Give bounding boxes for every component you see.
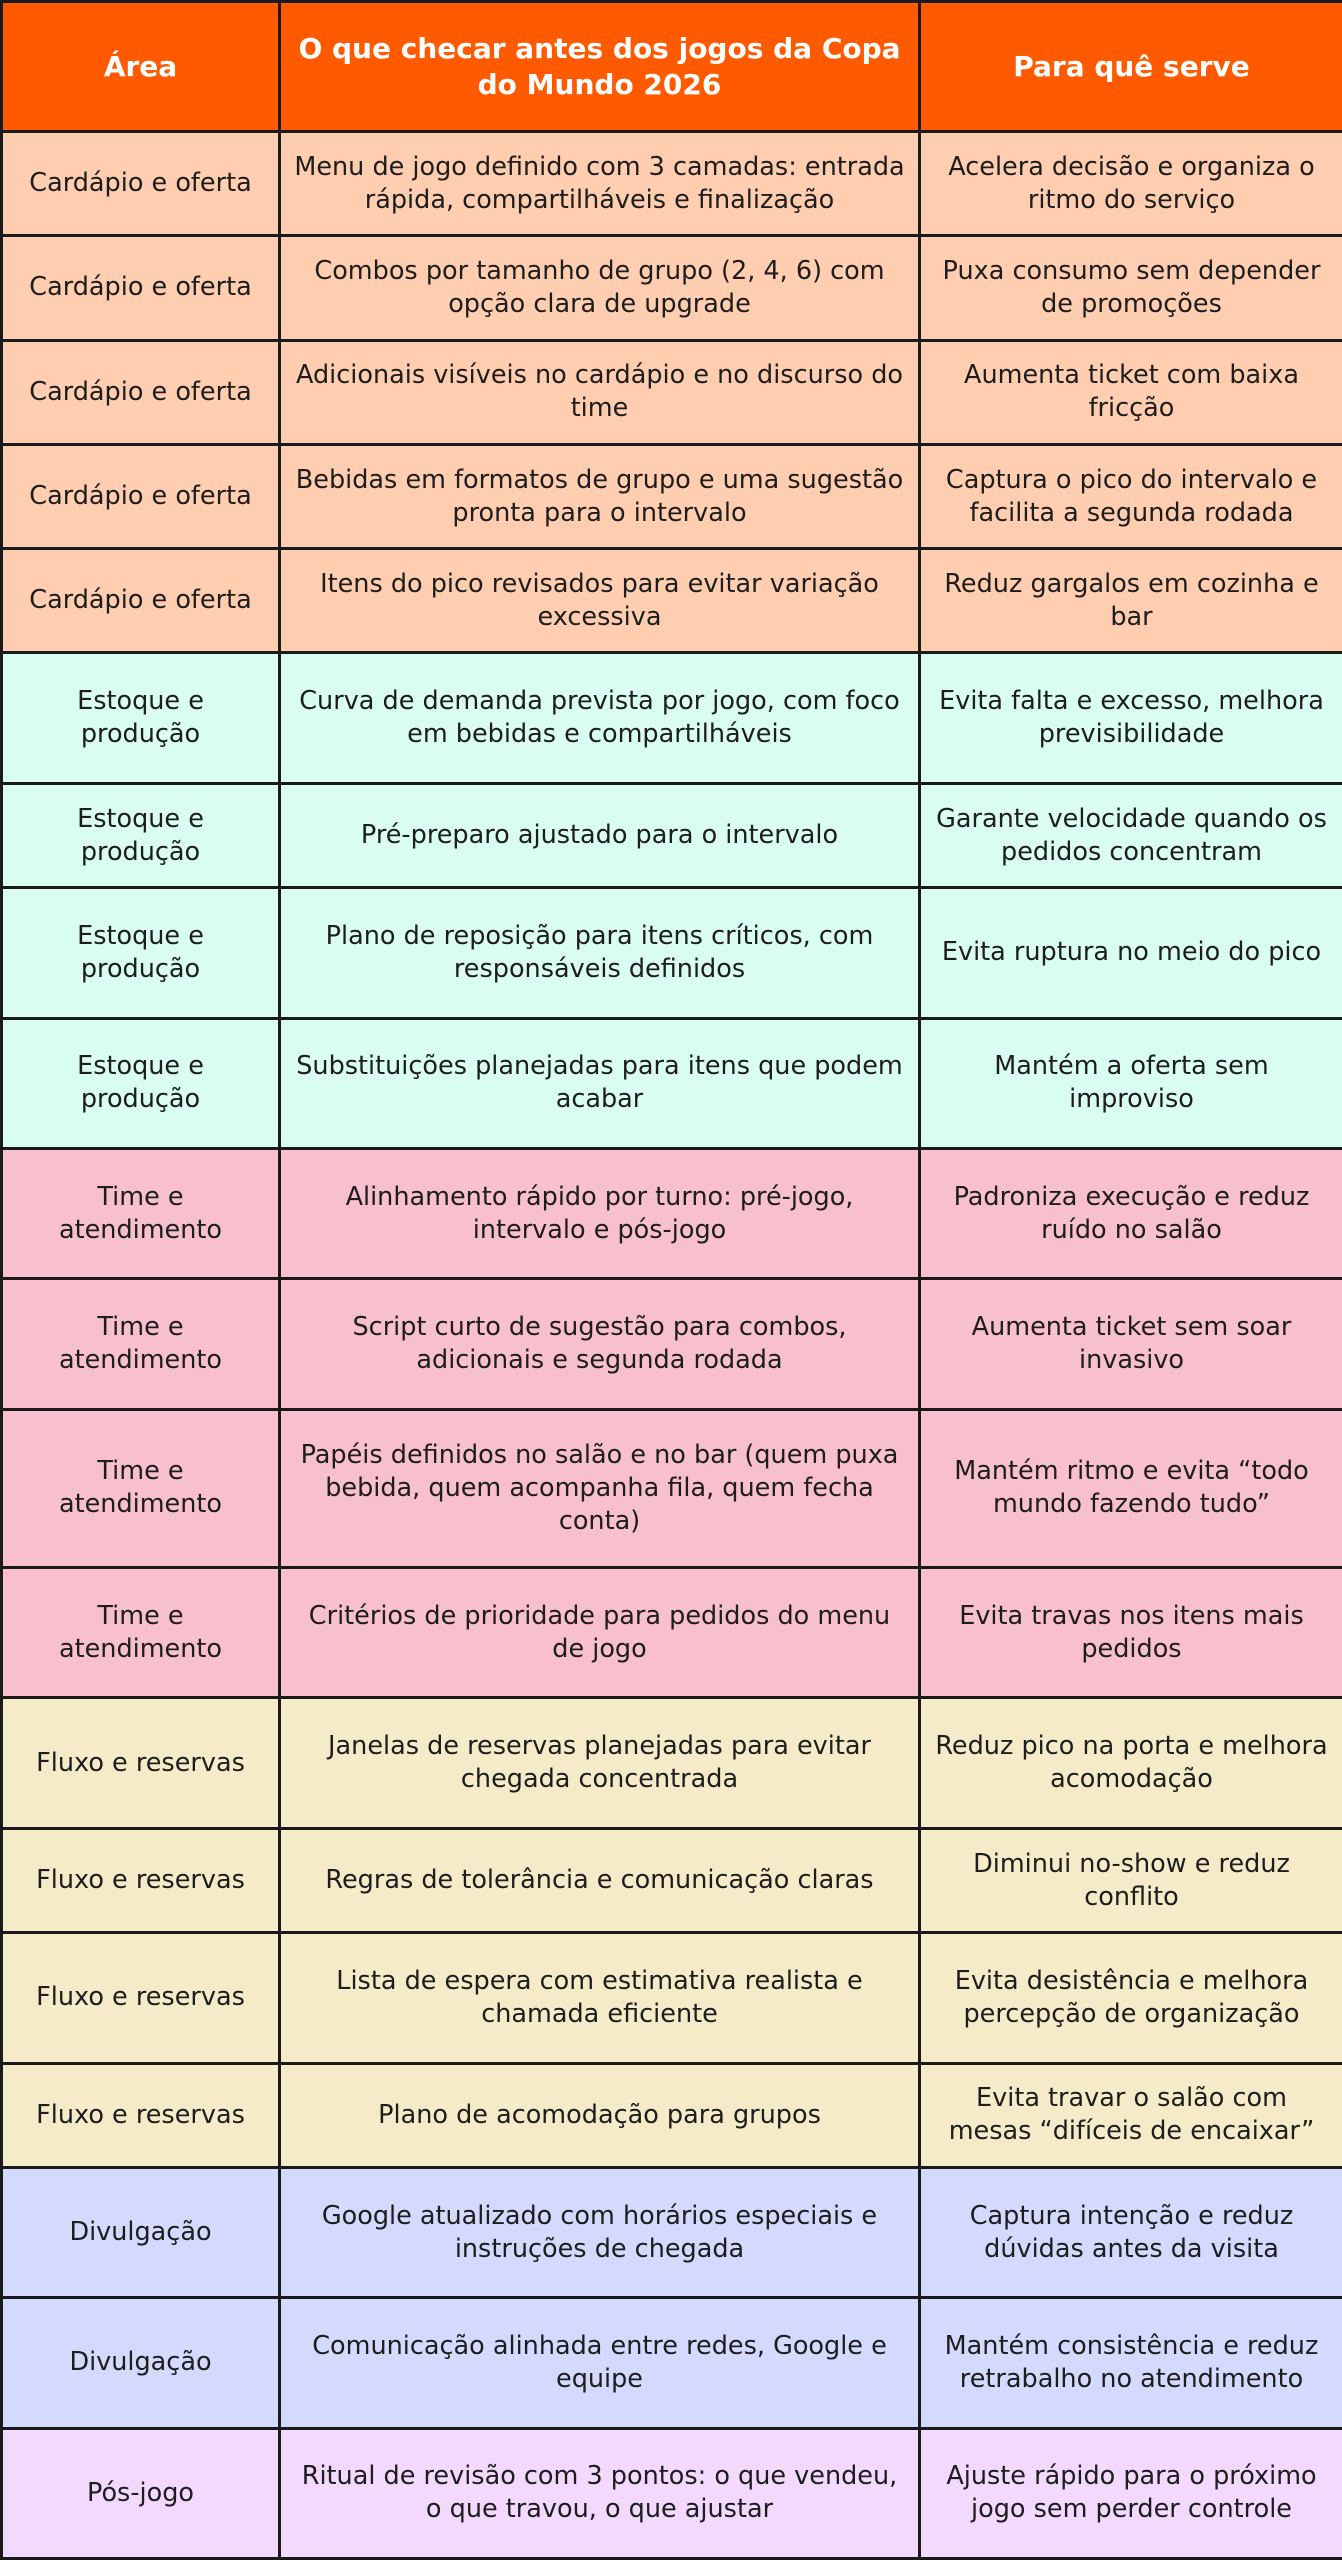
header-purpose: Para quê serve xyxy=(920,2,1342,132)
check-cell: Janelas de reservas planejadas para evitar chegada concentrada xyxy=(280,1698,920,1828)
check-cell: Regras de tolerância e comunicação claras xyxy=(280,1828,920,1932)
area-cell: Time e atendimento xyxy=(2,1148,280,1278)
table-row xyxy=(2,1018,1342,1148)
table-row xyxy=(2,549,1342,653)
purpose-cell: Evita travar o salão com mesas “difíceis de encaixar” xyxy=(920,2063,1342,2167)
area-cell: Cardápio e oferta xyxy=(2,444,280,548)
area-cell: Time e atendimento xyxy=(2,1279,280,1409)
area-cell: Fluxo e reservas xyxy=(2,1698,280,1828)
header-area: Área xyxy=(2,2,280,132)
area-cell: Time e atendimento xyxy=(2,1568,280,1698)
check-cell: Curva de demanda prevista por jogo, com foco em bebidas e compartilháveis xyxy=(280,653,920,783)
table-row xyxy=(2,2298,1342,2428)
purpose-cell: Puxa consumo sem depender de promoções xyxy=(920,236,1342,340)
purpose-cell: Ajuste rápido para o próximo jogo sem perder controle xyxy=(920,2428,1342,2558)
check-cell: Pré-preparo ajustado para o intervalo xyxy=(280,783,920,887)
table-row xyxy=(2,1568,1342,1698)
table-row xyxy=(2,2428,1342,2558)
purpose-cell: Aumenta ticket sem soar invasivo xyxy=(920,1279,1342,1409)
check-cell: Bebidas em formatos de grupo e uma sugestão pronta para o intervalo xyxy=(280,444,920,548)
check-cell: Ritual de revisão com 3 pontos: o que vendeu, o que travou, o que ajustar xyxy=(280,2428,920,2558)
purpose-cell: Evita ruptura no meio do pico xyxy=(920,888,1342,1018)
purpose-cell: Captura o pico do intervalo e facilita a segunda rodada xyxy=(920,444,1342,548)
purpose-cell: Garante velocidade quando os pedidos concentram xyxy=(920,783,1342,887)
purpose-cell: Padroniza execução e reduz ruído no salão xyxy=(920,1148,1342,1278)
table-row xyxy=(2,236,1342,340)
check-cell: Adicionais visíveis no cardápio e no discurso do time xyxy=(280,340,920,444)
table-row xyxy=(2,1148,1342,1278)
table-row xyxy=(2,888,1342,1018)
purpose-cell: Acelera decisão e organiza o ritmo do serviço xyxy=(920,132,1342,236)
area-cell: Estoque e produção xyxy=(2,1018,280,1148)
purpose-cell: Evita travas nos itens mais pedidos xyxy=(920,1568,1342,1698)
area-cell: Divulgação xyxy=(2,2298,280,2428)
check-cell: Plano de reposição para itens críticos, com responsáveis definidos xyxy=(280,888,920,1018)
purpose-cell: Mantém consistência e reduz retrabalho no atendimento xyxy=(920,2298,1342,2428)
header-check: O que checar antes dos jogos da Copa do Mundo 2026 xyxy=(280,2,920,132)
area-cell: Estoque e produção xyxy=(2,783,280,887)
purpose-cell: Evita desistência e melhora percepção de organização xyxy=(920,1933,1342,2063)
table-row xyxy=(2,132,1342,236)
purpose-cell: Aumenta ticket com baixa fricção xyxy=(920,340,1342,444)
purpose-cell: Reduz gargalos em cozinha e bar xyxy=(920,549,1342,653)
area-cell: Estoque e produção xyxy=(2,653,280,783)
purpose-cell: Diminui no-show e reduz conflito xyxy=(920,1828,1342,1932)
table-row xyxy=(2,2167,1342,2297)
area-cell: Fluxo e reservas xyxy=(2,2063,280,2167)
check-cell: Papéis definidos no salão e no bar (quem puxa bebida, quem acompanha fila, quem fecha conta) xyxy=(280,1409,920,1567)
check-cell: Google atualizado com horários especiais e instruções de chegada xyxy=(280,2167,920,2297)
table-row xyxy=(2,2063,1342,2167)
check-cell: Alinhamento rápido por turno: pré-jogo, intervalo e pós-jogo xyxy=(280,1148,920,1278)
table-row xyxy=(2,1409,1342,1567)
check-cell: Lista de espera com estimativa realista e chamada eficiente xyxy=(280,1933,920,2063)
check-cell: Comunicação alinhada entre redes, Google e equipe xyxy=(280,2298,920,2428)
area-cell: Pós-jogo xyxy=(2,2428,280,2558)
check-cell: Substituições planejadas para itens que podem acabar xyxy=(280,1018,920,1148)
check-cell: Critérios de prioridade para pedidos do menu de jogo xyxy=(280,1568,920,1698)
table-row xyxy=(2,340,1342,444)
area-cell: Divulgação xyxy=(2,2167,280,2297)
area-cell: Cardápio e oferta xyxy=(2,340,280,444)
purpose-cell: Reduz pico na porta e melhora acomodação xyxy=(920,1698,1342,1828)
area-cell: Cardápio e oferta xyxy=(2,549,280,653)
check-cell: Menu de jogo definido com 3 camadas: entrada rápida, compartilháveis e finalização xyxy=(280,132,920,236)
purpose-cell: Evita falta e excesso, melhora previsibilidade xyxy=(920,653,1342,783)
area-cell: Cardápio e oferta xyxy=(2,132,280,236)
table-row xyxy=(2,653,1342,783)
area-cell: Time e atendimento xyxy=(2,1409,280,1567)
area-cell: Cardápio e oferta xyxy=(2,236,280,340)
check-cell: Itens do pico revisados para evitar variação excessiva xyxy=(280,549,920,653)
table-row xyxy=(2,1279,1342,1409)
table-row xyxy=(2,783,1342,887)
area-cell: Fluxo e reservas xyxy=(2,1933,280,2063)
table-row xyxy=(2,1698,1342,1828)
area-cell: Estoque e produção xyxy=(2,888,280,1018)
purpose-cell: Captura intenção e reduz dúvidas antes da visita xyxy=(920,2167,1342,2297)
check-cell: Combos por tamanho de grupo (2, 4, 6) com opção clara de upgrade xyxy=(280,236,920,340)
check-cell: Script curto de sugestão para combos, adicionais e segunda rodada xyxy=(280,1279,920,1409)
table-row xyxy=(2,1933,1342,2063)
area-cell: Fluxo e reservas xyxy=(2,1828,280,1932)
header-row xyxy=(2,2,1342,132)
purpose-cell: Mantém ritmo e evita “todo mundo fazendo tudo” xyxy=(920,1409,1342,1567)
check-cell: Plano de acomodação para grupos xyxy=(280,2063,920,2167)
purpose-cell: Mantém a oferta sem improviso xyxy=(920,1018,1342,1148)
table-row xyxy=(2,444,1342,548)
table-row xyxy=(2,1828,1342,1932)
